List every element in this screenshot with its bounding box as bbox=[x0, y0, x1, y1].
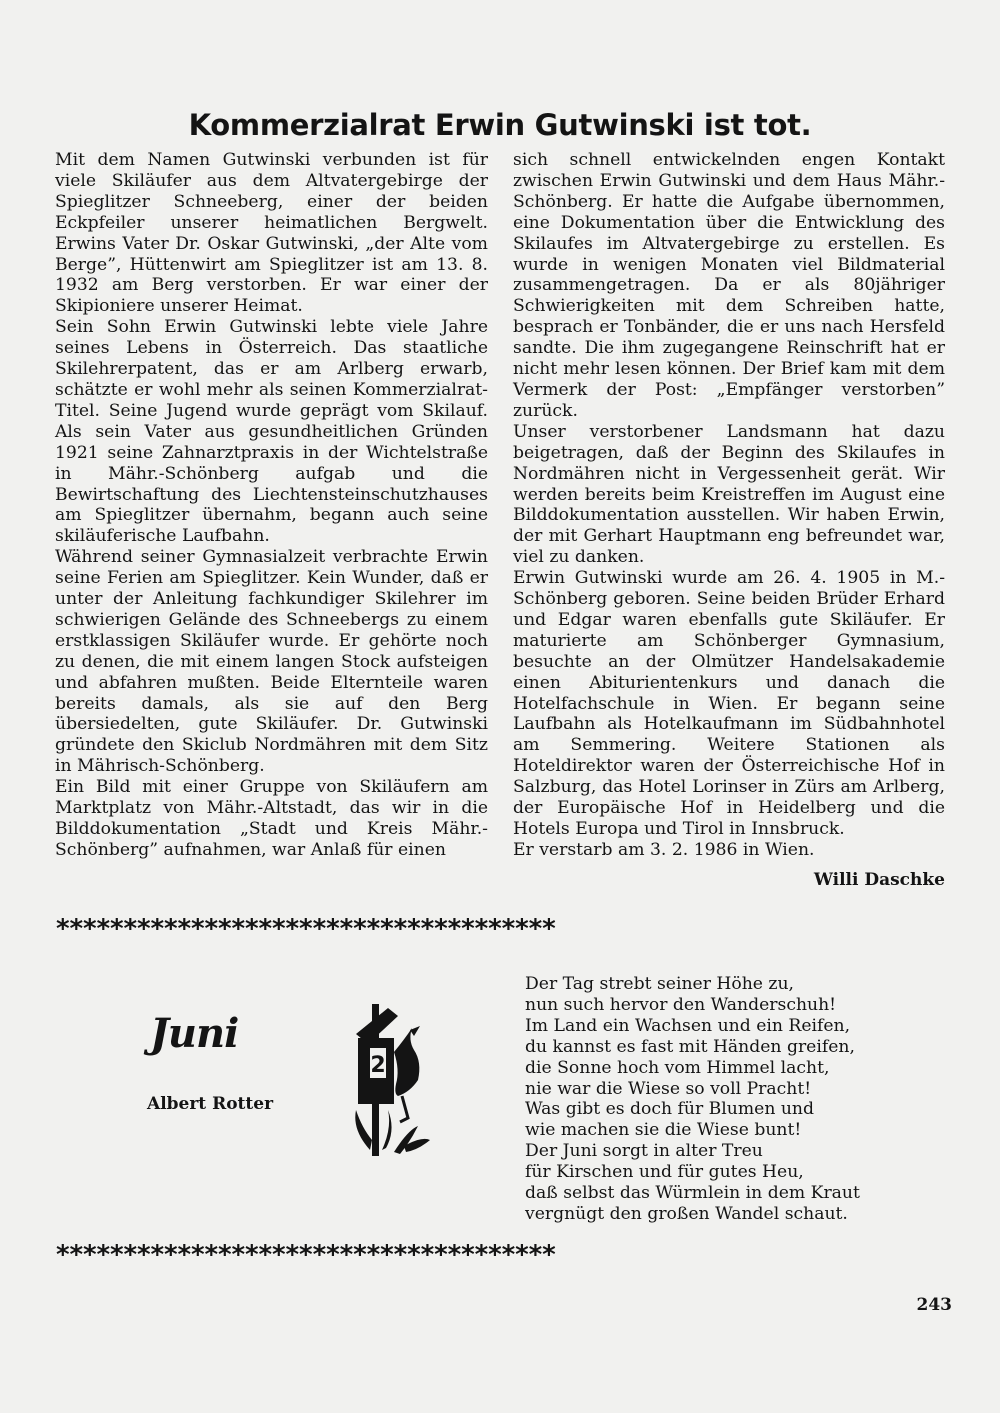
article-paragraph: Unser verstorbener Landsmann hat dazu beigetragen, daß der Beginn des Skilaufes in Nordmähren nicht in Vergessenheit gerät. Wir werden bereits beim Kreistreffen im August eine Bilddokumentation ausstellen. Wir haben Erwin, der mit Gerhart Hauptmann eng befreundet war, viel zu danken. bbox=[513, 421, 945, 568]
article-paragraph: Erwin Gutwinski wurde am 26. 4. 1905 in M.-Schönberg geboren. Seine beiden Brüder Erhard und Edgar waren ebenfalls gute Skiläufer. Er maturierte am Schönberger Gymnasium, besuchte an der Olmützer Handelsakademie einen Abiturientenkurs und danach die Hotelfachschule in Wien. Er begann seine Laufbahn als Hotelkaufmann im Südbahnhotel am Semmering. Weitere Stationen als Hoteldirektor waren der Österreichische Hof in Salzburg, das Hotel Lorinser in Zürs am Arlberg, der Europäische Hof in Heidelberg und die Hotels Europa und Tirol in Innsbruck. bbox=[513, 568, 945, 839]
poem-line: du kannst es fast mit Händen greifen, bbox=[525, 1036, 855, 1057]
article-paragraph: Sein Sohn Erwin Gutwinski lebte viele Jahre seines Lebens in Österreich. Das staatliche Skilehrerpatent, das er am Arlberg erwarb, schätzte er wohl mehr als seinen Kommerzialrat-Titel. Seine Jugend wurde geprägt vom Skilauf. Als sein Vater aus gesundheitlichen Gründen 1921 seine Zahnarztpraxis in der Wichtelstraße in Mähr.-Schönberg aufgab und die Bewirtschaftung des Liechtensteinschutzhauses am Spieglitzer übernahm, begann auch seine skiläuferische Laufbahn. bbox=[55, 317, 488, 547]
poem-title: Juni bbox=[150, 1010, 239, 1057]
article-author: Willi Daschke bbox=[813, 870, 945, 890]
poem-line: die Sonne hoch vom Himmel lacht, bbox=[525, 1057, 830, 1078]
poem-line: nie war die Wiese so voll Pracht! bbox=[525, 1078, 812, 1099]
separator-bottom: ************************************* bbox=[55, 1243, 555, 1267]
poem-line: wie machen sie die Wiese bunt! bbox=[525, 1120, 802, 1141]
article-column-right bbox=[513, 150, 945, 861]
poem-line: Der Tag strebt seiner Höhe zu, bbox=[525, 974, 794, 994]
article-column-left bbox=[55, 150, 488, 861]
separator-top: ************************************* bbox=[55, 917, 555, 941]
article-title: Kommerzialrat Erwin Gutwinski ist tot. bbox=[188, 108, 812, 142]
poem-line: vergnügt den großen Wandel schaut. bbox=[525, 1203, 848, 1224]
page-number: 243 bbox=[916, 1295, 952, 1315]
poem-line: Was gibt es doch für Blumen und bbox=[525, 1099, 814, 1120]
poem-author: Albert Rotter bbox=[147, 1094, 274, 1114]
poem-text bbox=[525, 974, 945, 1225]
article-paragraph: Ein Bild mit einer Gruppe von Skiläufern am Marktplatz von Mähr.-Altstadt, das wir in die Bilddokumentation „Stadt und Kreis Mähr.-Schönberg” aufnahmen, war Anlaß für einen bbox=[55, 777, 488, 860]
birdhouse-icon bbox=[348, 1000, 440, 1160]
poem-line: Der Juni sorgt in alter Treu bbox=[525, 1141, 763, 1162]
poem-line: für Kirschen und für gutes Heu, bbox=[525, 1162, 804, 1183]
poem-line: nun such hervor den Wanderschuh! bbox=[525, 994, 837, 1015]
poem-line: daß selbst das Würmlein in dem Kraut bbox=[525, 1183, 860, 1204]
article-paragraph: Er verstarb am 3. 2. 1986 in Wien. bbox=[513, 839, 815, 860]
poem-line: Im Land ein Wachsen und ein Reifen, bbox=[525, 1015, 851, 1036]
article-paragraph: Mit dem Namen Gutwinski verbunden ist für viele Skiläufer aus dem Altvatergebirge der Spieglitzer Schneeberg, einer der beiden Eckpfeiler unserer heimatlichen Bergwelt. Erwins Vater Dr. Oskar Gutwinski, „der Alte vom Berge”, Hüttenwirt am Spieglitzer ist am 13. 8. 1932 am Berg verstorben. Er war einer der Skipioniere unserer Heimat. bbox=[55, 150, 488, 317]
article-paragraph: sich schnell entwickelnden engen Kontakt zwischen Erwin Gutwinski und dem Haus Mähr.-Schönberg. Er hatte die Aufgabe übernommen, eine Dokumentation über die Entwicklung des Skilaufes im Altvatergebirge zu erstellen. Es wurde in wenigen Monaten viel Bildmaterial zusammengetragen. Da er als 80jähriger Schwierigkeiten mit dem Schreiben hatte, besprach er Tonbänder, die er uns nach Hersfeld sandte. Die ihm zugegangene Reinschrift hat er nicht mehr lesen können. Der Brief kam mit dem Vermerk der Post: „Empfänger verstorben” zurück. bbox=[513, 150, 945, 421]
article-paragraph: Während seiner Gymnasialzeit verbrachte Erwin seine Ferien am Spieglitzer. Kein Wunder, daß er unter der Anleitung fachkundiger Skilehrer im schwierigen Gelände des Schneebergs zu einem erstklassigen Skiläufer wurde. Er gehörte noch zu denen, die mit einem langen Stock aufsteigen und abfahren mußten. Beide Elternteile waren bereits damals, als sie auf den Berg übersiedelten, gute Skiläufer. Dr. Gutwinski gründete den Skiclub Nordmähren mit dem Sitz in Mährisch-Schönberg. bbox=[55, 547, 488, 777]
svg-text:2: 2 bbox=[370, 1053, 386, 1078]
